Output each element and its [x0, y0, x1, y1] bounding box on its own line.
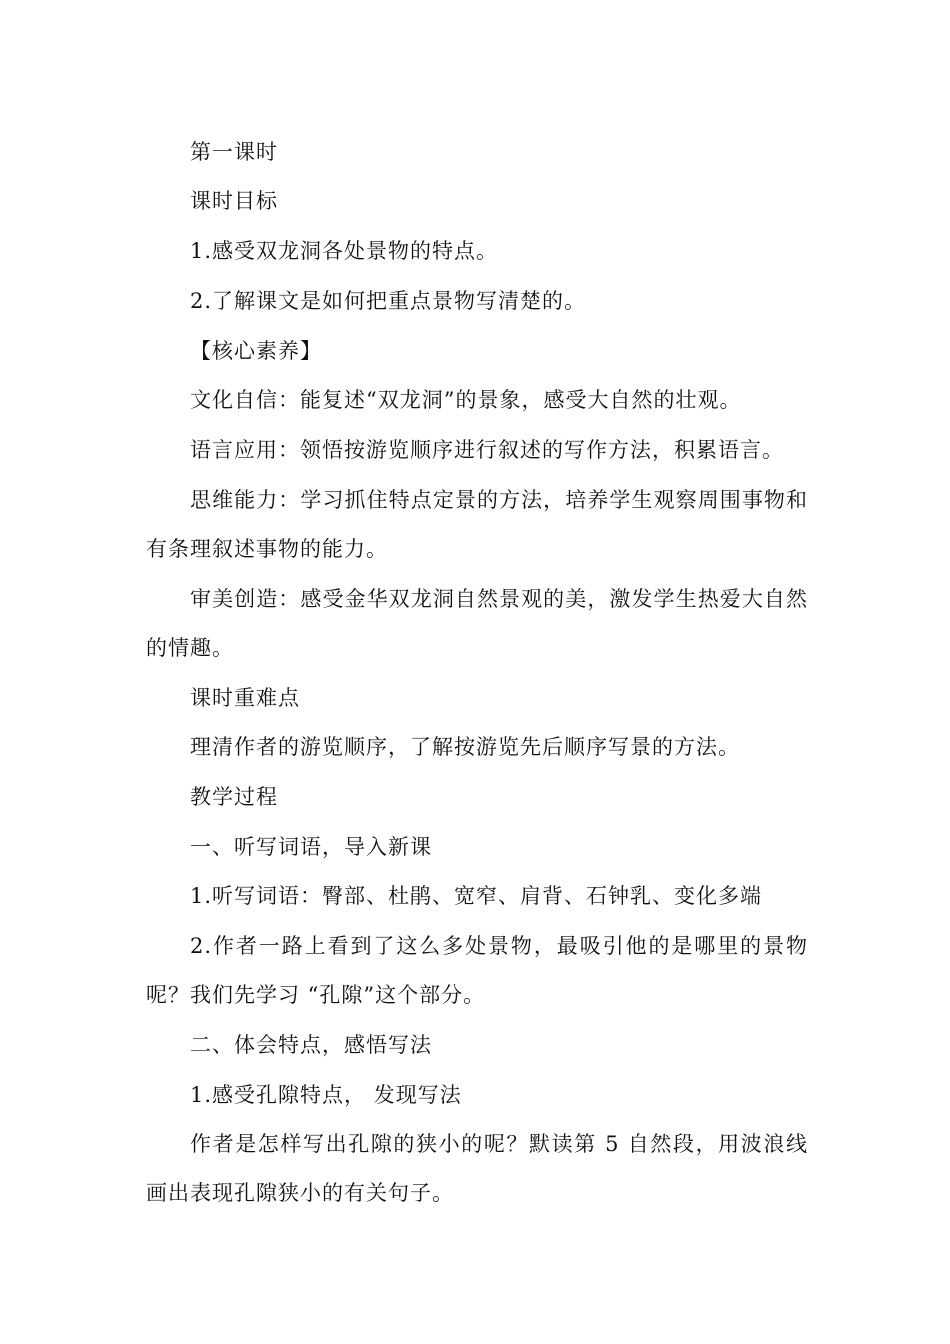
paragraph-lesson-title: 第一课时	[190, 140, 278, 164]
paragraph-thinking-ability: 思维能力：学习抓住特点定景的方法，培养学生观察周围事物和有条理叙述事物的能力。	[146, 488, 808, 561]
paragraph-section-two-heading: 二、体会特点，感悟写法	[190, 1033, 432, 1057]
paragraph-key-points: 理清作者的游览顺序，了解按游览先后顺序写景的方法。	[190, 735, 740, 759]
paragraph-dictation: 1.听写词语：臀部、杜鹃、宽窄、肩背、石钟乳、变化多端	[190, 884, 763, 908]
paragraph-subsection-one: 1.感受孔隙特点， 发现写法	[190, 1083, 462, 1107]
paragraph-section-one-heading: 一、听写词语，导入新课	[190, 835, 432, 859]
paragraph-reading-task: 作者是怎样写出孔隙的狭小的呢？默读第 5 自然段，用波浪线画出表现孔隙狭小的有关句子。	[146, 1132, 808, 1205]
paragraph-language-use: 语言应用：领悟按游览顺序进行叙述的写作方法，积累语言。	[190, 438, 784, 462]
paragraph-question: 2.作者一路上看到了这么多处景物，最吸引他的是哪里的景物呢？我们先学习 “孔隙”这个部分。	[146, 934, 808, 1007]
paragraph-aesthetic-creation: 审美创造：感受金华双龙洞自然景观的美，激发学生热爱大自然的情趣。	[146, 587, 808, 660]
paragraph-teaching-process-heading: 教学过程	[190, 785, 278, 809]
paragraph-key-points-heading: 课时重难点	[190, 686, 300, 710]
paragraph-goal-2: 2.了解课文是如何把重点景物写清楚的。	[190, 289, 587, 313]
paragraph-cultural-confidence: 文化自信：能复述“双龙洞”的景象，感受大自然的壮观。	[190, 388, 742, 412]
paragraph-core-literacy-heading: 【核心素养】	[190, 339, 322, 363]
paragraph-lesson-goals-heading: 课时目标	[190, 189, 278, 213]
paragraph-goal-1: 1.感受双龙洞各处景物的特点。	[190, 239, 499, 263]
